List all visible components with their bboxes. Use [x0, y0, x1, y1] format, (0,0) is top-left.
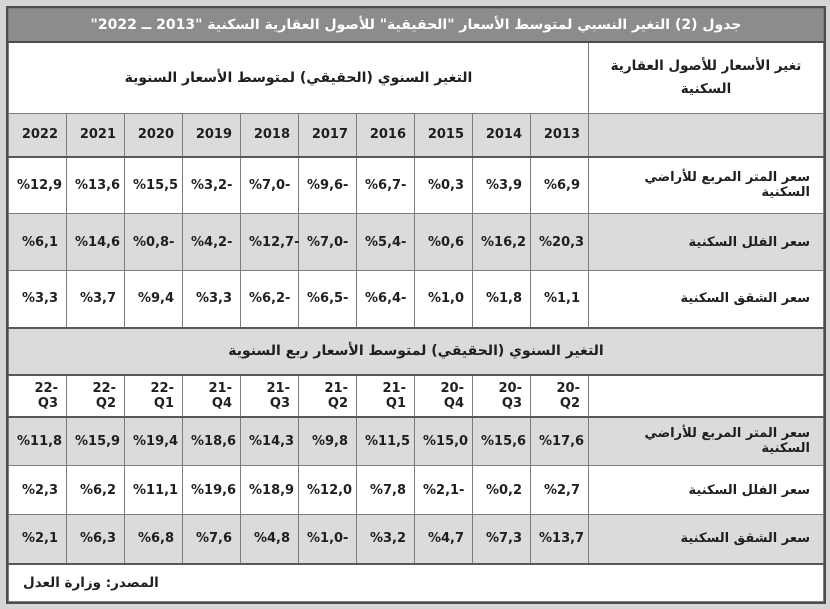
table-row-quarterly-apartments [9, 515, 824, 564]
value-cell: %5,4- [357, 214, 415, 271]
value-cell: %6,2- [241, 271, 299, 328]
year-header: 2013 [531, 114, 589, 157]
value-cell: %11,8 [9, 417, 67, 466]
table-row-quarterly-land [9, 417, 824, 466]
value-cell: %19,4 [125, 417, 183, 466]
table-row-quarterly-villas [9, 466, 824, 515]
value-cell: %6,2 [67, 466, 125, 515]
value-cell: %7,0- [299, 214, 357, 271]
quarter-header: 20-Q2 [531, 375, 589, 417]
annual-section-title: التغير السنوي (الحقيقي) لمتوسط الأسعار السنوية [9, 42, 589, 114]
value-cell: %3,3 [9, 271, 67, 328]
value-cell: %14,6 [67, 214, 125, 271]
row-label: سعر الفلل السكنية [589, 466, 824, 515]
row-label: سعر الشقق السكنية [589, 515, 824, 564]
value-cell: %9,4 [125, 271, 183, 328]
value-cell: %6,3 [67, 515, 125, 564]
value-cell: %20,3 [531, 214, 589, 271]
value-cell: %2,1- [415, 466, 473, 515]
value-cell: %7,0- [241, 157, 299, 214]
value-cell: %12,9 [9, 157, 67, 214]
value-cell: %6,7- [357, 157, 415, 214]
quarter-header: 20-Q3 [473, 375, 531, 417]
quarter-header-row [9, 375, 824, 417]
quarter-header: 21-Q2 [299, 375, 357, 417]
value-cell: %9,6- [299, 157, 357, 214]
value-cell: %18,6 [183, 417, 241, 466]
year-header: 2021 [67, 114, 125, 157]
value-cell: %4,7 [415, 515, 473, 564]
year-header-row [9, 114, 824, 157]
value-cell: %16,2 [473, 214, 531, 271]
quarterly-section-row [9, 328, 824, 375]
value-cell: %6,8 [125, 515, 183, 564]
value-cell: %0,8- [125, 214, 183, 271]
year-header: 2018 [241, 114, 299, 157]
table-row-annual-villas [9, 214, 824, 271]
quarter-header: 22-Q3 [9, 375, 67, 417]
price-change-table [8, 8, 824, 602]
value-cell: %3,2- [183, 157, 241, 214]
value-cell: %0,6 [415, 214, 473, 271]
year-header: 2016 [357, 114, 415, 157]
value-cell: %1,8 [473, 271, 531, 328]
value-cell: %6,9 [531, 157, 589, 214]
value-cell: %3,3 [183, 271, 241, 328]
table-title-row [9, 9, 824, 42]
year-header: 2020 [125, 114, 183, 157]
year-header-empty [589, 114, 824, 157]
value-cell: %7,3 [473, 515, 531, 564]
value-cell: %15,6 [473, 417, 531, 466]
quarter-header: 22-Q2 [67, 375, 125, 417]
value-cell: %9,8 [299, 417, 357, 466]
quarter-header: 21-Q1 [357, 375, 415, 417]
value-cell: %3,9 [473, 157, 531, 214]
value-cell: %11,5 [357, 417, 415, 466]
value-cell: %19,6 [183, 466, 241, 515]
value-cell: %0,2 [473, 466, 531, 515]
corner-header: تغير الأسعار للأصول العقارية السكنية [589, 42, 824, 114]
quarter-header-empty [589, 375, 824, 417]
year-header: 2014 [473, 114, 531, 157]
value-cell: %15,9 [67, 417, 125, 466]
year-header: 2022 [9, 114, 67, 157]
value-cell: %6,1 [9, 214, 67, 271]
table-row-annual-land [9, 157, 824, 214]
table-title: جدول (2) التغير النسبي لمتوسط الأسعار "الحقيقية" للأصول العقارية السكنية "2013 ــ 2022" [9, 9, 824, 42]
quarter-header: 21-Q3 [241, 375, 299, 417]
year-header: 2019 [183, 114, 241, 157]
value-cell: %15,5 [125, 157, 183, 214]
quarter-header: 20-Q4 [415, 375, 473, 417]
table-row-annual-apartments [9, 271, 824, 328]
value-cell: %3,7 [67, 271, 125, 328]
value-cell: %17,6 [531, 417, 589, 466]
value-cell: %3,2 [357, 515, 415, 564]
row-label: سعر المتر المربع للأراضي السكنية [589, 157, 824, 214]
value-cell: %2,1 [9, 515, 67, 564]
value-cell: %1,0- [299, 515, 357, 564]
value-cell: %13,6 [67, 157, 125, 214]
quarter-header: 22-Q1 [125, 375, 183, 417]
value-cell: %4,8 [241, 515, 299, 564]
source-row [9, 564, 824, 602]
quarter-header: 21-Q4 [183, 375, 241, 417]
value-cell: %6,4- [357, 271, 415, 328]
value-cell: %0,3 [415, 157, 473, 214]
value-cell: %1,1 [531, 271, 589, 328]
row-label: سعر الشقق السكنية [589, 271, 824, 328]
value-cell: %2,7 [531, 466, 589, 515]
value-cell: %1,0 [415, 271, 473, 328]
value-cell: %18,9 [241, 466, 299, 515]
value-cell: %11,1 [125, 466, 183, 515]
value-cell: %2,3 [9, 466, 67, 515]
value-cell: %7,8 [357, 466, 415, 515]
value-cell: %15,0 [415, 417, 473, 466]
value-cell: %12,7- [241, 214, 299, 271]
value-cell: %6,5- [299, 271, 357, 328]
row-label: سعر الفلل السكنية [589, 214, 824, 271]
year-header: 2015 [415, 114, 473, 157]
value-cell: %7,6 [183, 515, 241, 564]
value-cell: %4,2- [183, 214, 241, 271]
source-note: المصدر: وزارة العدل [9, 564, 824, 602]
value-cell: %14,3 [241, 417, 299, 466]
real-estate-price-table [6, 6, 826, 604]
year-header: 2017 [299, 114, 357, 157]
value-cell: %13,7 [531, 515, 589, 564]
annual-header-row [9, 42, 824, 114]
row-label: سعر المتر المربع للأراضي السكنية [589, 417, 824, 466]
value-cell: %12,0 [299, 466, 357, 515]
quarterly-section-title: التغير السنوي (الحقيقي) لمتوسط الأسعار ربع السنوية [9, 328, 824, 375]
